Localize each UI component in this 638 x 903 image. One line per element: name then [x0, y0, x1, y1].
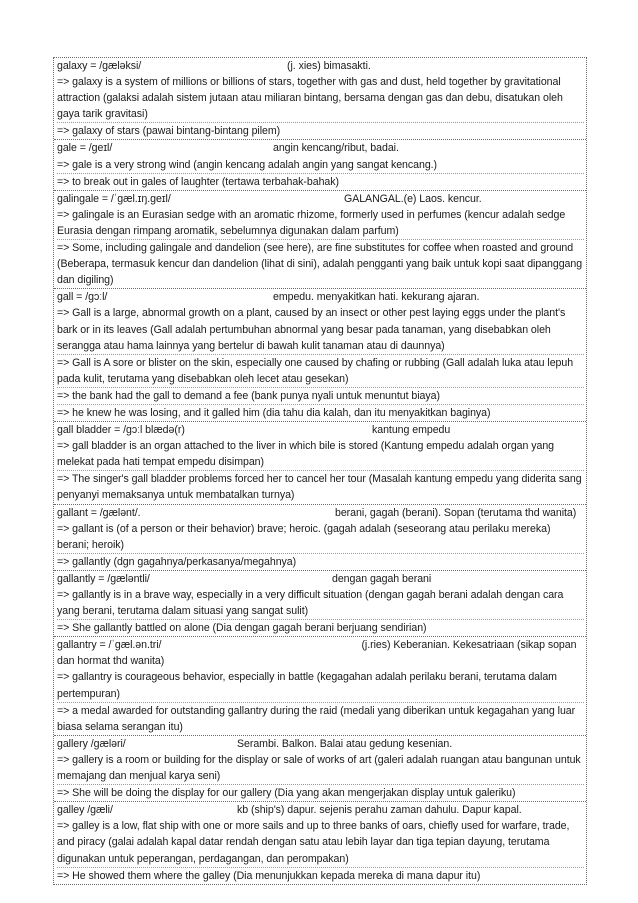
- entry-example: => gallantry is courageous behavior, especially in battle (kegagahan adalah perilaku berani, terutama dalam pertempuran): [57, 669, 584, 702]
- entry-term: gallantry = /ˈgæl.ən.tri/: [57, 639, 162, 652]
- entry-meaning: kantung empedu: [372, 424, 451, 437]
- entry-example: => a medal awarded for outstanding gallantry during the raid (medali yang diberikan untuk kegagahan yang luar biasa selama serangan itu): [57, 704, 576, 733]
- entry-term: gall bladder = /gɔːl blædə(r): [57, 424, 185, 437]
- entry-example: => Gall is A sore or blister on the skin, especially one caused by chafing or rubbing (Gall adalah luka atau lepuh pada kulit, terutama yang disebabkan oleh lecet atau gesekan): [57, 355, 584, 388]
- entry-example: => gallantly (dgn gagahnya/perkasanya/megahnya): [57, 555, 297, 568]
- entry-headword-line: [57, 191, 584, 207]
- dictionary-entry: [54, 735, 586, 801]
- dictionary-entry: [54, 504, 586, 570]
- entry-example: => gale is a very strong wind (angin kencang adalah angin yang sangat kencang.): [57, 157, 584, 174]
- entry-example: => to break out in gales of laughter (tertawa terbahak-bahak): [57, 175, 339, 188]
- entry-example: => Gall is a large, abnormal growth on a plant, caused by an insect or other pest laying eggs under the plant's bark or in its leaves (Gall adalah pertumbuhan abnormal yang besar pada tanaman, yang disebabkan oleh serangga atau hama lainnya yang bertelur di bawah kulit tanaman atau di daunnya): [57, 305, 584, 354]
- entry-example: => gallantly is in a brave way, especially in a very difficult situation (dengan gagah berani adalah dengan cara yang berani, terutama dalam situasi yang sangat sulit): [57, 587, 584, 620]
- entry-term: galley /gæli/: [57, 804, 113, 817]
- entry-term: gall = /gɔːl/: [57, 291, 108, 304]
- entry-example: => gallery is a room or building for the display or sale of works of art (galeri adalah ruangan atau bangunan untuk memajang dan menjual karya seni): [57, 752, 584, 785]
- entry-headword-line: [57, 802, 584, 818]
- entry-meaning: angin kencang/ribut, badai.: [273, 142, 399, 155]
- entry-example: => She gallantly battled on alone (Dia dengan gagah berani berjuang sendirian): [57, 622, 427, 635]
- entry-example: => galaxy is a system of millions or billions of stars, together with gas and dust, held together by gravitational attraction (galaksi adalah sistem jutaan atau miliaran bintang, bersama dengan gas dan debu, disatukan oleh gaya tarik gravitasi): [57, 74, 584, 123]
- entry-headword-line: [57, 736, 584, 752]
- entry-term: gallant = /gælənt/.: [57, 506, 141, 519]
- entry-meaning: GALANGAL.(e) Laos. kencur.: [344, 192, 482, 205]
- entry-example: => He showed them where the galley (Dia menunjukkan kepada mereka di mana dapur itu): [57, 869, 481, 882]
- entry-example: => galingale is an Eurasian sedge with an aromatic rhizome, formerly used in perfumes (kencur adalah sedge Eurasia dengan rimpang aromatik, sebelumnya digunakan dalam parfum): [57, 207, 584, 240]
- dictionary-entry: [54, 636, 586, 735]
- entry-term: galingale = /ˈgæl.ɪŋ.geɪl/: [57, 192, 171, 205]
- entry-example: => The singer's gall bladder problems forced her to cancel her tour (Masalah kantung empedu yang diderita sang penyanyi memaksanya untuk membatalkan turnya): [57, 473, 582, 502]
- dictionary-entry: [54, 288, 586, 421]
- entry-example: => galaxy of stars (pawai bintang-bintang pilem): [57, 125, 281, 138]
- entry-headword-line: [57, 505, 584, 521]
- entry-example: => the bank had the gall to demand a fee (bank punya nyali untuk menuntut biaya): [57, 388, 584, 405]
- entry-meaning: dengan gagah berani: [332, 572, 432, 585]
- entry-example: => She will be doing the display for our gallery (Dia yang akan mengerjakan display untuk galeriku): [57, 787, 516, 800]
- entry-headword-line: [57, 422, 584, 438]
- entry-term: gale = /geɪl/: [57, 142, 113, 155]
- entry-example: => Some, including galingale and dandelion (see here), are fine substitutes for coffee when roasted and ground (Beberapa, termasuk kencur dan dandelion (lihat di sini), adalah pengganti yang baik untuk kopi saat dipanggang dan digiling): [57, 242, 583, 287]
- dictionary-entry: [54, 801, 586, 883]
- dictionary-list: [53, 57, 587, 885]
- dictionary-entry: [54, 421, 586, 503]
- entry-headword-line: [57, 637, 584, 669]
- entry-meaning: berani, gagah (berani). Sopan (terutama thd wanita): [335, 506, 577, 519]
- entry-term: gallery /gæləri/: [57, 737, 126, 750]
- entry-headword-line: [57, 58, 584, 74]
- dictionary-entry: [54, 58, 586, 139]
- entry-headword-line: [57, 289, 584, 305]
- entry-meaning: kb (ship's) dapur. sejenis perahu zaman dahulu. Dapur kapal.: [237, 804, 522, 817]
- entry-example: => he knew he was losing, and it galled him (dia tahu dia kalah, dan itu menyakitkan baginya): [57, 406, 491, 419]
- entry-meaning: empedu. menyakitkan hati. kekurang ajaran.: [273, 291, 480, 304]
- entry-headword-line: [57, 140, 584, 156]
- dictionary-entry: [54, 139, 586, 189]
- entry-example: => gall bladder is an organ attached to the liver in which bile is stored (Kantung empedu adalah organ yang melekat pada hati tempat empedu disimpan): [57, 438, 584, 471]
- entry-meaning: (j. xies) bimasakti.: [287, 60, 371, 72]
- entry-meaning: Serambi. Balkon. Balai atau gedung kesenian.: [237, 737, 453, 750]
- entry-term: gallantly = /gæləntli/: [57, 572, 150, 585]
- entry-example: => galley is a low, flat ship with one or more sails and up to three banks of oars, chiefly used for warfare, trade, and piracy (galai adalah kapal datar rendah dengan satu atau lebih layar dan tiga tepian dayung, terutama digunakan untuk peperangan, perdagangan, dan perompakan): [57, 818, 584, 867]
- entry-headword-line: [57, 571, 584, 587]
- entry-meaning: (j.ries) Keberanian. Kekesatriaan (sikap sopan dan hormat thd wanita): [57, 639, 577, 668]
- dictionary-entry: [54, 570, 586, 636]
- entry-example: => gallant is (of a person or their behavior) brave; heroic. (gagah adalah (seseorang atau perilaku mereka) berani; heroik): [57, 521, 584, 554]
- dictionary-entry: [54, 190, 586, 289]
- entry-term: galaxy = /gæləksi/: [57, 60, 142, 72]
